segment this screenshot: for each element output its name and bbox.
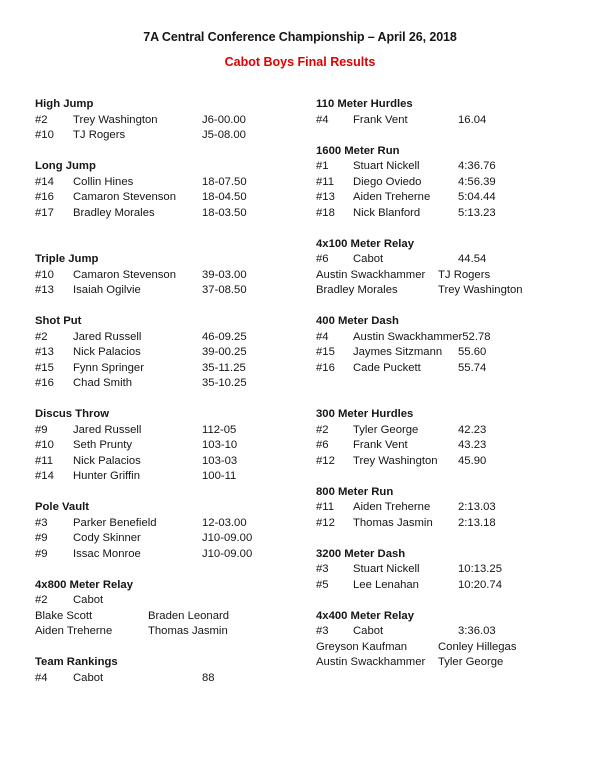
- event-title: Shot Put: [35, 315, 82, 327]
- result-rank: #14: [35, 470, 54, 482]
- result-row: [316, 175, 591, 191]
- result-rank: #1: [316, 160, 329, 172]
- athlete-name: Isaiah Ogilvie: [73, 284, 141, 296]
- result-mark: 45.90: [458, 454, 487, 467]
- results-column-left: [35, 97, 305, 702]
- result-rank: #11: [316, 501, 335, 513]
- result-mark: 103-03: [202, 454, 238, 467]
- result-mark: 42.23: [458, 423, 487, 436]
- event-title: Triple Jump: [35, 253, 99, 265]
- result-row: [316, 516, 591, 532]
- result-row: [316, 345, 591, 361]
- event-section-long-jump: [35, 159, 305, 221]
- event-section-high-jump: [35, 97, 305, 144]
- result-rank: #9: [35, 532, 48, 544]
- result-rank: #2: [316, 423, 329, 436]
- event-section-team-rankings: [35, 655, 305, 686]
- result-rank: #11: [316, 175, 335, 188]
- result-row: [316, 423, 591, 439]
- result-mark: 43.23: [458, 439, 487, 451]
- result-mark: 39-03.00: [202, 268, 247, 281]
- result-mark: 2:13.03: [458, 501, 496, 513]
- document-title: 7A Central Conference Championship – April 26, 2018: [143, 30, 457, 44]
- event-section-4x400-meter-relay: [316, 609, 591, 671]
- relay-runners-row: [35, 609, 305, 625]
- result-rank: #3: [35, 516, 48, 529]
- event-title: 800 Meter Run: [316, 485, 394, 498]
- athlete-name: Seth Prunty: [73, 439, 133, 451]
- result-row: [35, 330, 305, 346]
- result-row: [35, 438, 305, 454]
- result-row: [35, 113, 305, 129]
- athlete-name: Diego Oviedo: [353, 175, 422, 188]
- event-title: 3200 Meter Dash: [316, 547, 406, 560]
- relay-runners-row: [316, 640, 591, 656]
- result-mark: 10:20.74: [458, 578, 502, 591]
- athlete-name: Jared Russell: [73, 330, 142, 343]
- result-rank: #14: [35, 175, 54, 188]
- result-mark: 103-10: [202, 439, 238, 451]
- athlete-name: Nick Palacios: [73, 346, 141, 358]
- athlete-name: Nick Palacios: [73, 454, 141, 467]
- result-row: [35, 175, 305, 191]
- event-title: 4x100 Meter Relay: [316, 237, 414, 250]
- result-row: [316, 206, 591, 222]
- result-mark: 35-10.25: [202, 377, 247, 389]
- relay-runners-row: [316, 283, 591, 299]
- result-rank: #10: [35, 268, 54, 281]
- relay-runners-row: [35, 624, 305, 640]
- event-section-3200-meter-dash: [316, 547, 591, 594]
- result-row: [35, 283, 305, 299]
- result-row: [35, 128, 305, 144]
- event-section-triple-jump: [35, 252, 305, 299]
- result-row: [316, 454, 591, 470]
- result-rank: #12: [316, 454, 335, 467]
- result-row: [316, 159, 591, 175]
- result-row: [35, 454, 305, 470]
- athlete-name: Aiden Treherne: [353, 501, 431, 513]
- athlete-name: Frank Vent: [353, 439, 408, 451]
- athlete-name: Cabot: [73, 594, 104, 606]
- result-mark: 37-08.50: [202, 284, 247, 296]
- event-title: 4x800 Meter Relay: [35, 578, 133, 591]
- result-mark: J10-09.00: [202, 547, 253, 560]
- document-subtitle: Cabot Boys Final Results: [224, 55, 376, 69]
- event-title: Team Rankings: [35, 656, 118, 668]
- athlete-name: Stuart Nickell: [353, 160, 420, 172]
- athlete-name: Cabot: [353, 625, 384, 637]
- relay-runners-row: [316, 268, 591, 284]
- result-mark: 39-00.25: [202, 346, 247, 358]
- result-rank: #16: [35, 191, 54, 203]
- result-rank: #4: [316, 113, 329, 126]
- result-mark: 88: [202, 671, 215, 684]
- athlete-name: Frank Vent: [353, 113, 408, 126]
- result-rank: #12: [316, 516, 335, 529]
- event-title: 300 Meter Hurdles: [316, 408, 414, 420]
- result-mark: 4:56.39: [458, 175, 496, 188]
- event-section-discus-throw: [35, 407, 305, 485]
- result-mark: 35-11.25: [202, 361, 246, 374]
- event-section-1600-meter-run: [316, 144, 591, 222]
- result-mark: J5-08.00: [202, 129, 246, 141]
- result-rank: #13: [316, 191, 335, 203]
- athlete-name: Camaron Stevenson: [73, 268, 176, 281]
- event-section-300-meter-hurdles: [316, 407, 591, 469]
- result-mark: 5:04.44: [458, 191, 496, 203]
- result-row: [316, 361, 591, 377]
- relay-runner: Bradley Morales: [316, 284, 398, 296]
- result-rank: #2: [35, 594, 48, 606]
- result-rank: #13: [35, 346, 54, 358]
- relay-runner: Tyler George: [438, 656, 504, 668]
- athlete-name: Nick Blanford: [353, 206, 421, 219]
- athlete-name: Stuart Nickell: [353, 563, 420, 575]
- result-mark: J6-00.00: [202, 113, 246, 126]
- event-section-4x100-meter-relay: [316, 237, 591, 299]
- result-row: [35, 516, 305, 532]
- result-rank: #13: [35, 284, 54, 296]
- result-rank: #4: [35, 671, 48, 684]
- result-row: [35, 190, 305, 206]
- event-title: Discus Throw: [35, 408, 110, 420]
- result-mark: 18-04.50: [202, 191, 247, 203]
- athlete-name: Issac Monroe: [73, 547, 141, 560]
- event-section-110-meter-hurdles: [316, 97, 591, 128]
- result-rank: #3: [316, 563, 329, 575]
- relay-runner: Trey Washington: [438, 284, 523, 296]
- relay-runner: Greyson Kaufman: [316, 640, 408, 653]
- event-section-400-meter-dash: [316, 314, 591, 376]
- result-rank: #5: [316, 578, 329, 591]
- athlete-name: Jaymes Sitzmann: [353, 346, 443, 358]
- athlete-name: Fynn Springer: [73, 361, 144, 374]
- event-title: 400 Meter Dash: [316, 315, 399, 327]
- relay-runner: Blake Scott: [35, 609, 93, 622]
- result-mark: 52.78: [462, 330, 491, 343]
- result-row: [35, 376, 305, 392]
- result-row: [35, 671, 305, 687]
- event-section-pole-vault: [35, 500, 305, 562]
- result-row: [316, 624, 591, 640]
- relay-runner: Conley Hillegas: [438, 640, 517, 653]
- result-row: [35, 531, 305, 547]
- result-mark: 55.60: [458, 346, 487, 358]
- result-rank: #2: [35, 330, 48, 343]
- result-rank: #17: [35, 206, 54, 219]
- athlete-name: Jared Russell: [73, 423, 142, 436]
- event-section-4x800-meter-relay: [35, 578, 305, 640]
- relay-runner: Thomas Jasmin: [148, 625, 228, 637]
- result-mark: 4:36.76: [458, 160, 496, 172]
- athlete-name: Cade Puckett: [353, 361, 421, 374]
- result-mark: 100-11: [202, 470, 237, 482]
- event-title: 110 Meter Hurdles: [316, 98, 413, 110]
- result-rank: #15: [316, 346, 335, 358]
- athlete-name: Aiden Treherne: [353, 191, 431, 203]
- result-mark: 3:36.03: [458, 625, 496, 637]
- relay-runner: TJ Rogers: [438, 268, 491, 281]
- athlete-name: Chad Smith: [73, 377, 133, 389]
- event-section-800-meter-run: [316, 485, 591, 532]
- results-column-right: [316, 97, 591, 686]
- result-rank: #9: [35, 423, 48, 436]
- athlete-name: Parker Benefield: [73, 516, 157, 529]
- result-mark: 44.54: [458, 253, 487, 265]
- athlete-name: Cabot: [73, 671, 104, 684]
- result-rank: #2: [35, 113, 48, 126]
- event-title: Long Jump: [35, 160, 96, 172]
- relay-runner: Braden Leonard: [148, 609, 230, 622]
- result-row: [35, 361, 305, 377]
- result-mark: 12-03.00: [202, 516, 247, 529]
- result-mark: 112-05: [202, 423, 237, 436]
- event-title: High Jump: [35, 98, 94, 110]
- result-row: [316, 562, 591, 578]
- athlete-name: Cabot: [353, 253, 384, 265]
- result-rank: #6: [316, 253, 329, 265]
- result-rank: #15: [35, 361, 54, 374]
- result-mark: 46-09.25: [202, 330, 247, 343]
- result-rank: #10: [35, 129, 54, 141]
- athlete-name: TJ Rogers: [73, 129, 126, 141]
- athlete-name: Bradley Morales: [73, 206, 155, 219]
- athlete-name: Tyler George: [353, 423, 419, 436]
- athlete-name: Cody Skinner: [73, 532, 141, 544]
- result-rank: #3: [316, 625, 329, 637]
- result-row: [316, 500, 591, 516]
- result-mark: 55.74: [458, 361, 487, 374]
- result-row: [35, 345, 305, 361]
- result-rank: #16: [316, 361, 335, 374]
- result-row: [316, 438, 591, 454]
- result-mark: 2:13.18: [458, 516, 496, 529]
- result-rank: #4: [316, 330, 329, 343]
- result-mark: 18-03.50: [202, 206, 247, 219]
- athlete-name: Hunter Griffin: [73, 470, 140, 482]
- result-rank: #11: [35, 454, 54, 467]
- relay-runner: Austin Swackhammer: [316, 268, 426, 281]
- athlete-name: Austin Swackhammer: [353, 330, 463, 343]
- result-rank: #18: [316, 206, 335, 219]
- result-row: [316, 113, 591, 129]
- result-row: [316, 190, 591, 206]
- result-mark: 18-07.50: [202, 175, 247, 188]
- relay-runner: Aiden Treherne: [35, 625, 113, 637]
- relay-runners-row: [316, 655, 591, 671]
- result-rank: #10: [35, 439, 54, 451]
- result-mark: 5:13.23: [458, 206, 496, 219]
- event-section-shot-put: [35, 314, 305, 392]
- result-rank: #16: [35, 377, 54, 389]
- athlete-name: Lee Lenahan: [353, 578, 419, 591]
- event-title: 4x400 Meter Relay: [316, 609, 414, 622]
- result-mark: J10-09.00: [202, 532, 253, 544]
- result-rank: #6: [316, 439, 329, 451]
- result-row: [35, 547, 305, 563]
- result-row: [316, 330, 591, 346]
- event-title: 1600 Meter Run: [316, 144, 400, 157]
- result-row: [35, 423, 305, 439]
- result-rank: #9: [35, 547, 48, 560]
- athlete-name: Trey Washington: [353, 454, 438, 467]
- result-row: [35, 593, 305, 609]
- athlete-name: Camaron Stevenson: [73, 191, 176, 203]
- athlete-name: Thomas Jasmin: [353, 516, 433, 529]
- result-mark: 10:13.25: [458, 563, 502, 575]
- result-row: [316, 252, 591, 268]
- result-mark: 16.04: [458, 113, 487, 126]
- athlete-name: Trey Washington: [73, 113, 158, 126]
- result-row: [316, 578, 591, 594]
- result-row: [35, 469, 305, 485]
- relay-runner: Austin Swackhammer: [316, 656, 426, 668]
- athlete-name: Collin Hines: [73, 175, 134, 188]
- result-row: [35, 206, 305, 222]
- event-title: Pole Vault: [35, 501, 89, 513]
- result-row: [35, 268, 305, 284]
